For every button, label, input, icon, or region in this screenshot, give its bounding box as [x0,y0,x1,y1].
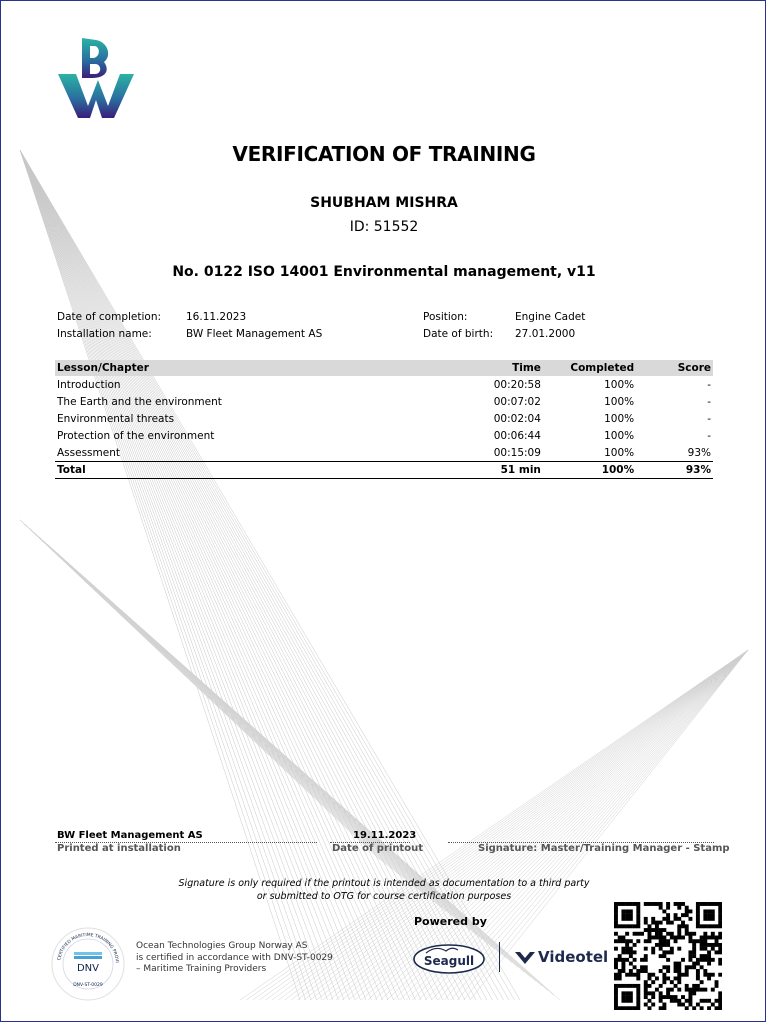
seagull-logo-icon [412,941,486,975]
row-lesson: Introduction [57,378,121,391]
row-score: - [707,378,711,391]
total-label: Total [55,462,470,479]
row-lesson: Assessment [57,446,120,459]
table-row [55,376,713,393]
table-row [55,427,713,444]
signature-stamp-label: Signature: Master/Training Manager - Stamp [478,843,730,854]
row-time: 00:07:02 [493,395,541,408]
date-of-birth-label: Date of birth: [423,328,494,340]
row-time: 00:20:58 [493,378,541,391]
table-row [55,444,713,462]
total-time: 51 min [470,462,543,479]
total-score: 93% [636,462,713,479]
powered-by-label: Powered by [414,915,487,928]
table-row [55,410,713,427]
date-of-birth-value: 27.01.2000 [515,328,576,340]
position-label: Position: [423,311,468,323]
course-title: No. 0122 ISO 14001 Environmental management, v11 [172,264,596,280]
row-time: 00:02:04 [493,412,541,425]
date-of-completion-label: Date of completion: [57,311,162,323]
svg-text:DNV: DNV [76,963,100,974]
videotel-chevron-icon [515,950,535,966]
row-completed: 100% [604,446,635,459]
table-total-row [55,462,713,479]
cert-line: is certified in accordance with DNV-ST-0029 [136,952,333,963]
document-title: VERIFICATION OF TRAINING [232,142,536,166]
header-completed: Completed [543,360,636,376]
svg-text:CERTIFIED MARITIME TRAINING PR: CERTIFIED MARITIME TRAINING PROVI [57,932,119,963]
header-score: Score [636,360,713,376]
total-completed: 100% [543,462,636,479]
row-completed: 100% [604,395,635,408]
svg-text:Seagull: Seagull [423,954,475,968]
trainee-id: ID: 51552 [349,219,419,235]
row-completed: 100% [604,378,635,391]
row-lesson: Environmental threats [57,412,175,425]
row-score: - [707,395,711,408]
videotel-logo-text: Videotel [538,948,609,966]
dnv-certification-text [136,941,333,976]
header-time: Time [470,360,543,376]
bw-logo-icon [56,36,136,120]
qr-code-icon [614,902,722,1010]
trainee-name: SHUBHAM MISHRA [310,195,458,211]
row-completed: 100% [604,412,635,425]
cert-line: Ocean Technologies Group Norway AS [136,941,308,951]
signature-note-line: or submitted to OTG for course certification purposes [256,891,512,902]
row-time: 00:15:09 [493,446,541,459]
cert-line: – Maritime Training Providers [136,964,267,974]
row-time: 00:06:44 [493,429,541,442]
table-header-row [55,360,713,376]
table-row [55,393,713,410]
row-lesson: The Earth and the environment [57,395,222,408]
printed-installation-label: Printed at installation [57,843,181,854]
lessons-table [55,360,713,479]
position-value: Engine Cadet [515,311,586,323]
svg-text:DNV-ST-0029: DNV-ST-0029 [73,983,103,988]
dnv-badge-icon [50,926,126,1002]
header-lesson: Lesson/Chapter [55,360,470,376]
installation-name-value: BW Fleet Management AS [186,328,323,340]
signature-note [0,877,768,903]
date-of-completion-value: 16.11.2023 [186,311,247,323]
installation-name-label: Installation name: [57,328,152,340]
logo-divider [499,942,500,972]
row-score: - [707,412,711,425]
row-score: 93% [687,446,711,459]
printout-date-value: 19.11.2023 [353,830,417,841]
row-completed: 100% [604,429,635,442]
printed-installation-value: BW Fleet Management AS [57,830,203,841]
row-lesson: Protection of the environment [57,429,215,442]
signature-note-line: Signature is only required if the printout is intended as documentation to a third party [178,878,590,889]
printout-date-label: Date of printout [332,843,423,854]
row-score: - [707,429,711,442]
